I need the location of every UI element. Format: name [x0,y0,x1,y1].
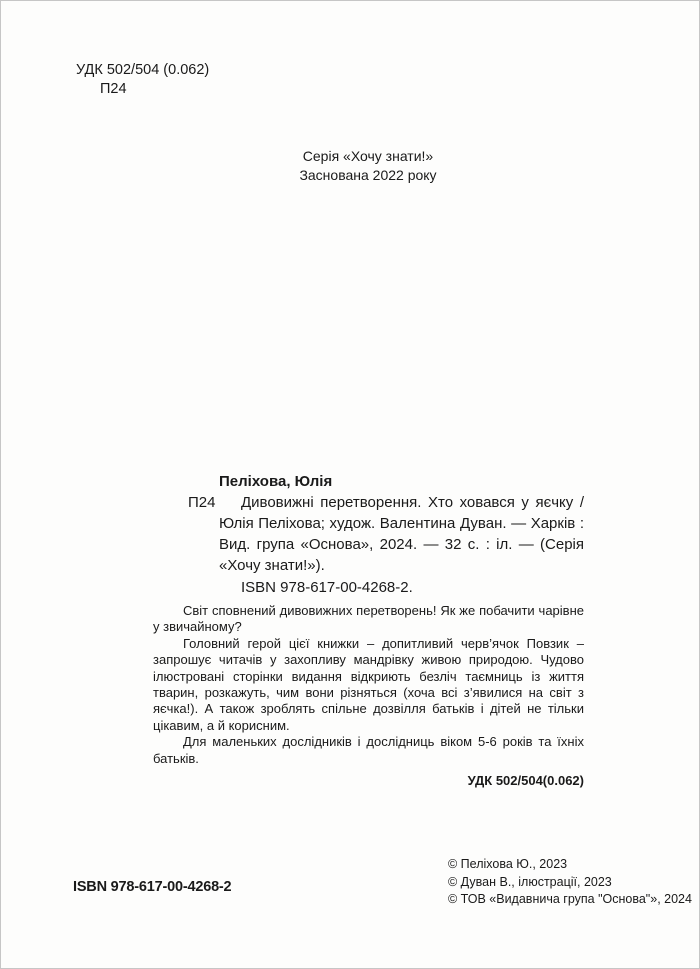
annotation-paragraph: Головний герой цієї книжки – допитливий черв’ячок Повзик – запрошує читачів у захопливу мандрівку живою природою. Чудово ілюстровані сторінки видання відкриють безліч таємниць із життя тварин, розкажуть, чим вони різняться (хоча всі з’явилися на світ з яєчка!). А також зроблять спільне дозвілля батьків і дітей не тільки цікавим, а й корисним. [153,635,584,733]
series-block [18,147,700,184]
annotation-paragraph: Для маленьких дослідників і дослідниць віком 5-6 років та їхніх батьків. [153,734,584,766]
annotation-paragraph: Світ сповнений дивовижних перетворень! Як же побачити чарівне у звичайному? [153,603,584,635]
card-biblio-wrap [153,492,584,576]
footer-isbn: ISBN 978-617-00-4268-2 [73,879,232,895]
author-sign: П24 [100,81,127,97]
card-annotation [153,603,584,767]
card-isbn: ISBN 978-617-00-4268-2. [241,579,413,596]
copyright-line: © Пеліхова Ю., 2023 [448,857,568,871]
card-author: Пеліхова, Юлія [219,473,333,490]
card-author-sign: П24 [188,494,216,511]
catalog-card [153,471,584,791]
card-udc-number: УДК 502/504(0.062) [467,773,584,789]
series-title: Серія «Хочу знати!» [302,148,434,164]
copyright-block [448,856,692,909]
card-description: Дивовижні перетворення. Хто ховався у яєчку / Юлія Пеліхова; худож. Валентина Дуван. — Харків : Вид. група «Основа», 2024. — 32 с. : іл. — (Серія «Хочу знати!»). [219,494,584,574]
udc-classification-block [76,61,209,99]
copyright-line: © ТОВ «Видавнича група "Основа"», 2024 [448,892,692,907]
series-founded: Заснована 2022 року [299,166,437,183]
udc-number: УДК 502/504 (0.062) [76,62,210,78]
copyright-line: © Дуван В., ілюстрації, 2023 [448,874,612,889]
